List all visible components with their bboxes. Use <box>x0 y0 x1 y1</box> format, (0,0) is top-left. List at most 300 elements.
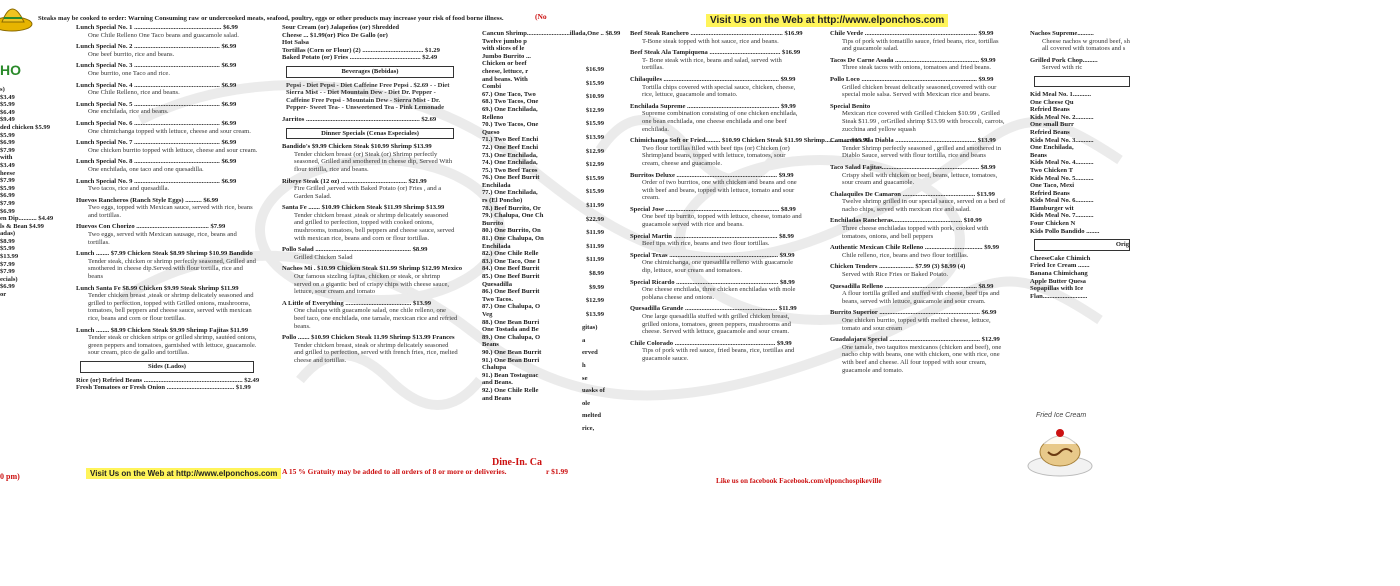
food-safety-warning: Steaks may be cooked to order: Warning Consuming raw or undercooked meats, seafood, poultry, eggs or other products may increase your risk of food borne illness. <box>38 15 504 22</box>
menu-item <box>76 62 258 77</box>
menu-item <box>830 217 1006 240</box>
menu-item-title: Pollo Loco ...................................................................... $9.99 <box>830 75 994 83</box>
menu-item <box>630 172 802 202</box>
menu-line: Sour Cream (or) Jalapeños (or) Shredded <box>282 24 400 31</box>
menu-item <box>630 233 802 248</box>
menu-item <box>630 305 802 335</box>
menu-item-description: Two flour tortillas filled with beef tips (or) Chicken (or) Shrimp)and beans, topped with lettuce, tomatoes, sour cream, cheese and guacamole. <box>642 144 790 167</box>
menu-line: Fresh Tomatoes or Fresh Onion ......................................... $1.99 <box>76 384 251 392</box>
menu-item <box>76 285 258 323</box>
menu-line: 78.) Beef Burrito, Or <box>482 204 541 212</box>
menu-item-title: Grilled Pork Chop......... <box>1030 56 1098 64</box>
menu-line: Chalupa <box>482 364 507 372</box>
combination-price: $11.99 <box>586 201 604 209</box>
menu-line: Kids Meal No. 3........... <box>1030 136 1094 144</box>
menu-item-title: Chalaquiles De Camaron ............................................ $13.99 <box>830 190 995 198</box>
menu-line: rs (El Poncho) <box>482 197 523 205</box>
menu-item-description: One beef tip burrito, topped with lettuce, cheese, tomato and guacamole served with rice and beans. <box>642 213 802 229</box>
menu-line: Two Tacos. <box>482 295 514 303</box>
menu-item-description: One burrito, one Taco and rice. <box>88 69 170 77</box>
menu-line: and Beans. <box>482 379 513 387</box>
menu-item-description: One cheese enchilada, three chicken enchiladas with mole poblana cheese and onions. <box>642 286 796 301</box>
menu-line: $5.99 <box>0 101 15 109</box>
menu-line: Hot Salsa <box>282 39 309 47</box>
menu-item-title: Chimichanga Soft or Fried......... $10.99 Chicken Steak $11.99 Shrimp............... $13.99 <box>630 137 870 145</box>
menu-line: Baked Potato (or) Fries ........................................... $2.49 <box>282 54 438 62</box>
column-fragment: a <box>582 336 586 344</box>
menu-item <box>282 178 458 201</box>
facebook-link[interactable]: Like us on facebook Facebook.com/elponchospikeville <box>716 477 882 485</box>
combination-price: $12.99 <box>585 297 604 305</box>
combination-price: $13.99 <box>585 310 604 318</box>
menu-item-title: Lunch ........ $8.99 Chicken Steak $9.99 Shrimp Fajitas $11.99 <box>76 326 249 334</box>
menu-item-description: Supreme combination consisting of one chicken enchilada, one bean enchilada, one cheese enchilada and one beef enchilada. <box>642 110 798 133</box>
menu-item-title: Bandido's $9.99 Chicken Steak $10.99 Shrimp $13.99 <box>282 143 432 151</box>
menu-item-title: Lunch Special No. 1 ..................................................... $6.99 <box>76 24 238 31</box>
menu-line: Two Chicken T <box>1030 166 1073 174</box>
menu-line: $5.99 <box>0 184 15 192</box>
menu-line: One Tostada and Be <box>482 326 539 334</box>
menu-item-description: One Chile Relleno, rice and beans. <box>88 89 180 97</box>
menu-line: Enchilada <box>482 181 511 189</box>
column-fragment: h <box>582 362 586 370</box>
menu-item-description: One Chile Relleno One Taco beans and guacamole salad. <box>88 31 239 39</box>
menu-line: and beans. With <box>482 75 528 83</box>
menu-line: 80.) One Burrito, On <box>482 227 541 235</box>
column-fragment: uasks of <box>582 387 605 395</box>
menu-line: Kids Meal No. 5........... <box>1030 174 1094 182</box>
menu-line: s) <box>0 86 5 93</box>
menu-item-title: Lunch Special No. 6 .................................................... $6.99 <box>76 119 237 127</box>
menu-item-description: Served with ric <box>1042 64 1083 72</box>
column-prices-strip <box>582 66 604 566</box>
column-lunch-specials <box>76 24 258 524</box>
menu-item-description: Cheese nachos w ground beef, sh all covered with tomatoes and s <box>1042 37 1130 53</box>
menu-line: 92.) One Chile Relle <box>482 386 539 394</box>
menu-line: $7.99 <box>0 268 15 276</box>
menu-line: Kids Meal No. 2........... <box>1030 113 1094 121</box>
menu-line: Hamburger wit <box>1030 204 1074 212</box>
menu-item-title: Chile Verde .................................................................... $9.99 <box>830 30 994 37</box>
menu-item-title: Huevos Con Chorizo ............................................ $7.99 <box>76 223 226 231</box>
menu-item-title: Quesadilla Grande ........................................................ $11.99 <box>630 305 797 313</box>
dinner-specials-list <box>282 143 463 364</box>
menu-line: Cheese ... $1.99(or) Pico De Gallo (or) <box>282 31 388 39</box>
menu-item-description: A flour tortilla grilled and stuffed with cheese, beef tips and beans, served with lettuce, guacamole and sour cream. <box>842 290 1000 305</box>
sides-header: Sides (Lados) <box>80 361 254 373</box>
menu-item-description: One chicken burrito, topped with melted cheese, lettuce, tomato and sour cream <box>842 317 991 332</box>
combination-price: $16.99 <box>585 66 604 73</box>
menu-line: $6.99 <box>0 207 15 215</box>
menu-line: 91.) Bean Tostaguac <box>482 371 539 379</box>
menu-item-title: Chile Colorado ............................................................. $9.99 <box>630 339 792 347</box>
menu-item-description: One chicken burrito topped with lettuce, cheese and sour cream. <box>88 146 258 154</box>
menu-line: Twelve jumbo p <box>482 37 527 45</box>
column-fragment: gitas) <box>582 324 598 332</box>
menu-line: Cancun Shrimp..........................illada,One .. $8.99 <box>482 30 621 37</box>
menu-line: 91.) One Bean Burri <box>482 356 540 364</box>
combination-price: $11.99 <box>586 256 604 264</box>
menu-line: $7.99 <box>0 177 15 185</box>
menu-line: $7.99 <box>0 260 15 268</box>
menu-line: $8.99 <box>0 237 15 245</box>
menu-item-description: Fire Grilled ,served with Baked Potato (or) Fries , and a Garden Salad. <box>294 185 442 200</box>
menu-line: 70.) Two Tacos, One <box>482 121 539 129</box>
menu-line: $6.99 <box>0 283 15 291</box>
red-notice-fragment: (No <box>535 12 547 21</box>
menu-item <box>630 340 802 363</box>
menu-item-description: One chimichanga topped with lettuce, cheese and sour cream. <box>88 127 251 135</box>
menu-line: Apple Butter Quesa <box>1030 277 1086 285</box>
menu-item-title: Nachos Mi . $10.99 Chicken Steak $11.99 Shrimp $12.99 Mexico <box>282 265 463 273</box>
menu-line: ded chicken $5.99 <box>0 123 51 131</box>
menu-item-description: One enchilada, rice and beans. <box>88 108 169 116</box>
column-dinner-specials <box>282 24 463 524</box>
combination-price: $12.99 <box>585 161 604 169</box>
desserts-list <box>1030 255 1134 301</box>
menu-item-description: Our famous sizzling fajitas, chicken or steak, or shrimp served on a gigantic bed of crispy chips with cheese sauce, lettuce, sour cream and tomato <box>294 273 450 296</box>
menu-item-title: Guadalajara Special ....................................................... $12.99 <box>830 336 1000 344</box>
menu-line: One Enchilada, <box>1030 144 1074 152</box>
menu-item <box>282 204 458 242</box>
menu-item-description: Tender chicken breast, steak or shrimp delicately seasoned and grilled to perfection, served with french fries, rice, melted cheese and tortillas. <box>294 341 458 364</box>
column-fragment: se <box>582 374 588 382</box>
menu-item-title: Special Benito <box>830 102 871 110</box>
combination-price: $15.99 <box>585 120 604 128</box>
beverages-header: Beverages (Bebidas) <box>286 66 454 78</box>
menu-line: 84.) One Beef Burrit <box>482 265 540 273</box>
column-specialties <box>830 30 1006 530</box>
menu-line: Flan........................... <box>1030 292 1088 300</box>
menu-item-description: Tips of pork with tomatillo sauce, fried beans, rice, tortillas and guacamole salad. <box>842 37 999 53</box>
combination-price: $9.99 <box>589 283 604 291</box>
menu-item <box>282 265 463 296</box>
menu-item <box>830 137 1006 160</box>
menu-item-title: Quesadilla Relleno ........................................................ $8.99 <box>830 282 994 290</box>
beverages-description: Pepsi - Diet Pepsi - Diet Caffeine Free Pepsi . $2.69 - - Diet Sierra Mist - - Diet Mountain Dew - Diet Dr. Pepper - Caffeine Free Pepsi - Mountain Dew - Sierra Mist - Dr. Pepper- Sweet Tea- - Unsweetened Tea - Pink Lemonade <box>286 81 450 112</box>
menu-line: Refried Beans <box>1030 106 1070 114</box>
combination-price: $15.99 <box>585 174 604 182</box>
menu-item <box>282 334 458 364</box>
logo-text: HO <box>0 62 21 78</box>
kids-header-box <box>1034 76 1130 87</box>
menu-item <box>76 101 258 116</box>
menu-item-description: Two eggs, topped with Mexican sauce, served with rice, beans and tortillas. <box>88 204 253 219</box>
menu-item <box>830 244 1006 259</box>
menu-item-description: Three steak tacos with onions, tomatoes and fried beans. <box>842 64 992 72</box>
menu-item-description: Tender steak, chicken or shrimp perfectly seasoned, Grilled and smothered in cheese dip.Served with flour tortilla, rice and beans <box>88 257 256 281</box>
menu-line: Kids Meal No. 4........... <box>1030 159 1094 167</box>
menu-line: 87.) One Chalupa, O <box>482 303 541 311</box>
menu-line: 76.) One Beef Burrit <box>482 174 540 182</box>
menu-line: ecials) <box>0 275 18 283</box>
menu-item-description: Tender chicken breast ,steak or shrimp delicately seasoned and grilled to perfection, topped with Grilled onions, mushrooms, tomatoes, bell peppers and cheese sauce, served with mexican rice, beans and corn or flour tortillas. <box>88 292 254 322</box>
menu-line: Kids Meal No. 6........... <box>1030 197 1094 205</box>
menu-line: ls & Bean $4.99 <box>0 222 44 230</box>
menu-item-title: Lunch Special No. 7 .................................................... $6.99 <box>76 139 237 147</box>
menu-line: adas) <box>0 230 16 238</box>
menu-item <box>282 246 458 261</box>
menu-item-title: Lunch Special No. 4 .................................................... $6.99 <box>76 81 237 89</box>
menu-line: or <box>0 291 7 299</box>
menu-line: with <box>0 154 13 162</box>
menu-item <box>830 164 1006 187</box>
menu-item-title: Special Ricardo .............................................................. $8.99 <box>630 278 795 286</box>
website-banner-bottom[interactable]: Visit Us on the Web at http://www.elponchos.com <box>86 468 281 479</box>
menu-item <box>630 30 802 45</box>
menu-line: $6.49 <box>0 108 15 116</box>
menu-item-description: One chalupa with guacamole salad, one chile relleno, one beef taco, one enchilada, one tamale, mexican rice and refried beans. <box>294 307 458 330</box>
menu-item-description: Two eggs, served with Mexican sausage, rice, beans and tortillas. <box>88 231 237 246</box>
menu-item <box>76 24 258 39</box>
fried-ice-cream-image <box>1024 422 1094 482</box>
menu-line: $3.49 <box>0 93 15 101</box>
menu-line: Burrito <box>482 219 504 227</box>
menu-line: Sopapillas with Ice <box>1030 285 1084 293</box>
menu-line: 79.) Chalupa, One Ch <box>482 212 544 220</box>
menu-line: Quesadilla <box>482 280 513 288</box>
menu-item <box>630 252 802 275</box>
menu-line: CheeseCake Chimich <box>1030 254 1091 262</box>
dinner-specials-header: Dinner Specials (Cenas Especiales) <box>286 128 454 140</box>
menu-item <box>630 279 802 302</box>
column-fragment: melted <box>582 412 602 420</box>
menu-item-description: T-Bone steak topped with hot sauce, rice and beans. <box>642 37 779 45</box>
menu-line: Beans <box>482 341 499 349</box>
combination-price: $12.99 <box>585 147 604 155</box>
specialties-list <box>830 30 1006 374</box>
extra-items-list <box>1030 30 1134 72</box>
menu-item <box>630 76 802 99</box>
menu-item-title: Special Jose ..................................................................... $8.99 <box>630 205 796 213</box>
menu-item <box>830 30 1006 53</box>
menu-item-description: Tortilla chips covered with special sauce, chicken, cheese, rice, lettuce, guacamole and tomato. <box>642 83 796 99</box>
menu-line: 86.) One Beef Burrit <box>482 288 540 296</box>
price-fragment: r $1.99 <box>546 467 568 476</box>
menu-item-title: Enchilada Supreme ........................................................ $9.99 <box>630 102 796 110</box>
menu-line: with slices of le <box>482 45 525 53</box>
menu-item-title: Lunch Special No. 5 .................................................... $6.99 <box>76 100 237 108</box>
menu-item <box>76 223 258 246</box>
menu-item-title: Lunch Special No. 3 .................................................... $6.99 <box>76 62 237 70</box>
jarritos-line: Jarritos ..................................................................... $2.69 <box>282 115 437 123</box>
menu-item-title: Burrito Superior ............................................................. $6.99 <box>830 309 997 317</box>
menu-item-description: Order of two burritos, one with chicken and beans and one with beef and beans, topped with lettuce, tomato and sour cream. <box>642 179 797 202</box>
menu-line: 73.) One Enchilada, <box>482 151 538 159</box>
menu-line: Kid Meal No. 1........... <box>1030 90 1091 98</box>
combination-price: $8.99 <box>589 269 604 277</box>
menu-item <box>830 309 1006 332</box>
menu-line: One Cheese Qu <box>1030 98 1074 106</box>
menu-item-description: One beef burrito, rice and beans. <box>88 50 175 58</box>
menu-item-description: Grilled Chicken Salad <box>294 253 353 261</box>
website-banner-top[interactable]: Visit Us on the Web at http://www.elponchos.com <box>706 14 948 27</box>
menu-line: Rice (or) Refried Beans ............................................................ $2.49 <box>76 376 260 384</box>
gratuity-notice: A 15 % Gratuity may be added to all orders of 8 or more or deliveries. <box>282 467 507 476</box>
menu-item-description: Crispy shell with chicken or beef, beans, lettuce, tomatoes, sour cream and guacamole. <box>842 171 998 187</box>
menu-item-title: Lunch Special No. 8 .................................................... $6.99 <box>76 158 237 166</box>
logo-sombrero-icon <box>0 0 34 36</box>
menu-item-title: Pollo ....... $10.99 Chicken Steak 11.99 Shrimp $13.99 Frances <box>282 334 455 342</box>
menu-item <box>76 43 258 58</box>
menu-item-title: Lunch Santa Fe $8.99 Chicken $9.99 Steak Shrimp $11.99 <box>76 284 239 292</box>
menu-line: $13.99 <box>0 253 19 261</box>
menu-item-title: Chicken Tenders ..................... $7.99 (3) $8.99 (4) <box>830 263 966 271</box>
combination-price: $13.99 <box>585 133 604 141</box>
menu-line: cheese, lettuce, r <box>482 67 529 75</box>
menu-line: 74.) One Enchilada, <box>482 159 538 167</box>
menu-item-title: Santa Fe ....... $10.99 Chicken Steak $11.99 Shrimp $13.99 <box>282 204 445 212</box>
menu-line: 68.) Two Tacos, One <box>482 98 539 106</box>
menu-line: 89.) One Chalupa, O <box>482 333 541 341</box>
menu-item <box>76 327 258 357</box>
menu-item-description: One tamale, two taquitos mexicanos (chicken and beef), one nacho chip with beans, one with chicken, one with rice, one with beef and cheese. All four topped with sour cream, guacamole and tomato. <box>842 343 1002 374</box>
menu-item-title: Camarones Ala Diabla ................................................. $13.99 <box>830 137 996 145</box>
menu-item-title: Beef Steak Ala Tampiquena ........................................... $16.99 <box>630 49 801 57</box>
menu-item-description: Twelve shrimp grilled in our special sauce, served on a bed of nacho chips, served with mexican rice and salad. <box>842 198 1006 213</box>
menu-line: $6.99 <box>0 192 15 200</box>
combination-price: $11.99 <box>586 229 604 237</box>
menu-line: en Dip........... $4.49 <box>0 215 54 223</box>
fried-ice-cream-label: Fried Ice Cream <box>1036 412 1087 419</box>
menu-item-description: Mexican rice covered with Grilled Chicken $10.99 , Grilled Steak $11.99 , orGrilled shrimp $13.99 with broccoli, carrots, zucchina and yellow squash <box>842 110 1005 133</box>
menu-item-description: T- Bone steak with rice, beans and salad, served with tortillas. <box>642 56 782 72</box>
menu-item-title: A Little of Everything ........................................ $13.99 <box>282 299 432 307</box>
menu-item-title: Special Texas .................................................................. $9.99 <box>630 251 795 259</box>
menu-item-description: Beef tips with rice, beans and two flour tortillas. <box>642 240 770 248</box>
menu-item-description: Grilled chicken breast delicatly seasoned,covered with our special mole salsa. Served with Mexican rice and beans. <box>842 83 997 99</box>
menu-line: 67.) One Taco, Two <box>482 90 536 98</box>
column-fragment: erved <box>582 349 598 357</box>
menu-item-description: Two tacos, rice and quesadilla. <box>88 185 170 193</box>
menu-item-description: Tender steak or chicken strips or grilled shrimp, sautéed onions, green peppers and tomatoes, garnished with lettuce, guacamole. sour cream, pico de gallo and tortillas. <box>88 334 257 357</box>
menu-line: $9.49 <box>0 116 15 124</box>
menu-line: Refried Beans <box>1030 189 1070 197</box>
combination-prices <box>582 66 604 433</box>
menu-line: $7.99 <box>0 199 15 207</box>
menu-line: 83.) One Taco, One I <box>482 257 540 265</box>
menu-item-title: Authentic Mexican Chile Relleno ................................... $9.99 <box>830 244 1000 252</box>
menu-item <box>76 250 258 280</box>
menu-item <box>1030 30 1134 53</box>
menu-item-description: Tender chicken breast (or) Steak (or) Shrimp perfectly seasoned, Grilled and smothered in cheese dip, Served With flour tortilla, rice and beans. <box>294 150 453 173</box>
menu-item-title: Enchiladas Rancheras.......................................... $10.99 <box>830 217 982 225</box>
menu-item <box>76 158 258 173</box>
menu-line: Kids Pollo Bandido ........ <box>1030 227 1100 235</box>
menu-line: Jumbo Burrito ... <box>482 52 531 60</box>
column-fragment: rice, <box>582 425 595 433</box>
menu-item-description: One large quesadilla stuffed with grilled chicken breast, grilled onions, tomatoes, green peppers, mushrooms and cheese. Served with lettuce, guacamole and sour cream. <box>642 313 791 336</box>
menu-line: $6.99 <box>0 139 15 147</box>
menu-item <box>630 103 802 133</box>
menu-item <box>830 103 1006 133</box>
menu-line: Chicken or beef <box>482 60 527 68</box>
menu-item-title: Beef Steak Ranchero ........................................................ $16.99 <box>630 30 803 37</box>
menu-line: One Taco, Mexi <box>1030 182 1075 190</box>
menu-line: Combi <box>482 83 502 91</box>
menu-item-title: Tacos De Carne Asada ................................................... $9.99 <box>830 56 996 64</box>
menu-line: Beans <box>1030 151 1047 159</box>
menu-item <box>630 49 802 72</box>
combination-price: $10.99 <box>585 93 604 101</box>
menu-item <box>76 178 258 193</box>
menu-line: 77.) One Enchilada, <box>482 189 538 197</box>
menu-item <box>630 137 870 167</box>
menu-item <box>830 263 1006 278</box>
menu-item-description: Tips of pork with red sauce, fried beans, rice, tortillas and guacamole sauce. <box>642 347 795 362</box>
menu-line: 81.) One Chalupa, On <box>482 235 544 243</box>
menu-line: Banana Chimichang <box>1030 270 1088 278</box>
menu-line: $5.99 <box>0 131 15 139</box>
left-edge-list <box>0 86 60 299</box>
menu-item-title: Chilaquiles ...................................................................... $9.99 <box>630 75 796 83</box>
menu-item <box>630 206 802 229</box>
menu-item-title: Burritos Deluxe ............................................................. $9.99 <box>630 171 794 179</box>
menu-line: 82.) One Chile Relle <box>482 250 539 258</box>
sides-list <box>76 377 258 392</box>
menu-item <box>282 143 458 173</box>
menu-item <box>1030 57 1134 72</box>
menu-item-title: Huevos Rancheros (Ranch Style Eggs) .......... $6.99 <box>76 196 219 204</box>
menu-line: Kids Meal No. 7........... <box>1030 212 1094 220</box>
menu-item-title: Pollo Salad .......................................................... $8.99 <box>282 246 428 254</box>
menu-line: Four Chicken N <box>1030 220 1076 228</box>
menu-line: Relleno <box>482 113 504 121</box>
menu-line: Refried Beans <box>1030 128 1070 136</box>
menu-line: 71.) Two Beef Enchi <box>482 136 539 144</box>
menu-item-description: Tender Shrimp perfectly seasoned , grilled and smothered in Diablo Sauce, served with flour tortilla, rice and beans <box>842 144 1002 160</box>
menu-item-description: One enchilada, one taco and one quesadilla. <box>88 165 204 173</box>
menu-line: One small Burr <box>1030 121 1074 129</box>
menu-line: Queso <box>482 128 500 136</box>
menu-item-title: Lunch Special No. 9 .................................................... $6.99 <box>76 177 237 185</box>
column-fragment: ole <box>582 399 591 407</box>
menu-line: 85.) One Beef Burrit <box>482 273 540 280</box>
combination-price: $11.99 <box>586 242 604 250</box>
menu-item <box>830 283 1006 306</box>
combination-price: $22.99 <box>585 215 604 223</box>
menu-item <box>830 76 1006 99</box>
menu-item-description: Tender chicken breast ,steak or shrimp delicately seasoned and grilled to perfection, topped with cooked onions, mushrooms, tomatoes, bell peppers and cheese sauce, served with mexican rice, beans and corn or flour tortillas. <box>294 211 455 242</box>
menu-item-title: Special Martin ............................................................... $8.99 <box>630 232 794 240</box>
menu-line: 75.) Two Beef Tacos <box>482 166 538 174</box>
combination-price: $15.99 <box>585 79 604 87</box>
desserts-header: Orig <box>1034 239 1130 251</box>
menu-item-description: Served with Rice Fries or Baked Potato. <box>842 271 949 279</box>
menu-item-title: Lunch ........ $7.99 Chicken Steak $8.99 Shrimp $10.99 Bandido <box>76 250 253 258</box>
menu-line: $5.99 <box>0 245 15 253</box>
menu-line: Fried Ice Cream ....... <box>1030 262 1090 270</box>
menu-line: and Beans <box>482 394 512 402</box>
lunch-specials-list <box>76 24 258 357</box>
menu-line: Enchilada <box>482 242 511 250</box>
menu-item <box>830 57 1006 72</box>
menu-item <box>76 197 258 220</box>
menu-line: Tortillas (Corn or Flour) (2) ..................................... $1.29 <box>282 46 440 54</box>
menu-item-description: Three cheese enchiladas topped with pork, cooked with tomatoes, onions, and bell peppers <box>842 225 989 240</box>
menu-item-title: Lunch Special No. 2 .................................................... $6.99 <box>76 43 237 51</box>
menu-item <box>76 82 258 97</box>
kids-meals-list <box>1030 91 1134 235</box>
menu-line: 90.) One Bean Burrit <box>482 348 542 356</box>
menu-line: 72.) One Beef Enchi <box>482 143 539 151</box>
menu-item-title: Taco Salad Fajitas........................................................... $8.99 <box>830 163 996 171</box>
menu-item-title: Ribeye Steak (12 oz) ........................................ $21.99 <box>282 177 427 185</box>
menu-item <box>76 120 258 135</box>
hours-fragment: 0 pm) <box>0 472 20 481</box>
menu-line: 69.) One Enchilada, <box>482 105 538 113</box>
menu-line: 88.) One Bean Burri <box>482 318 540 326</box>
